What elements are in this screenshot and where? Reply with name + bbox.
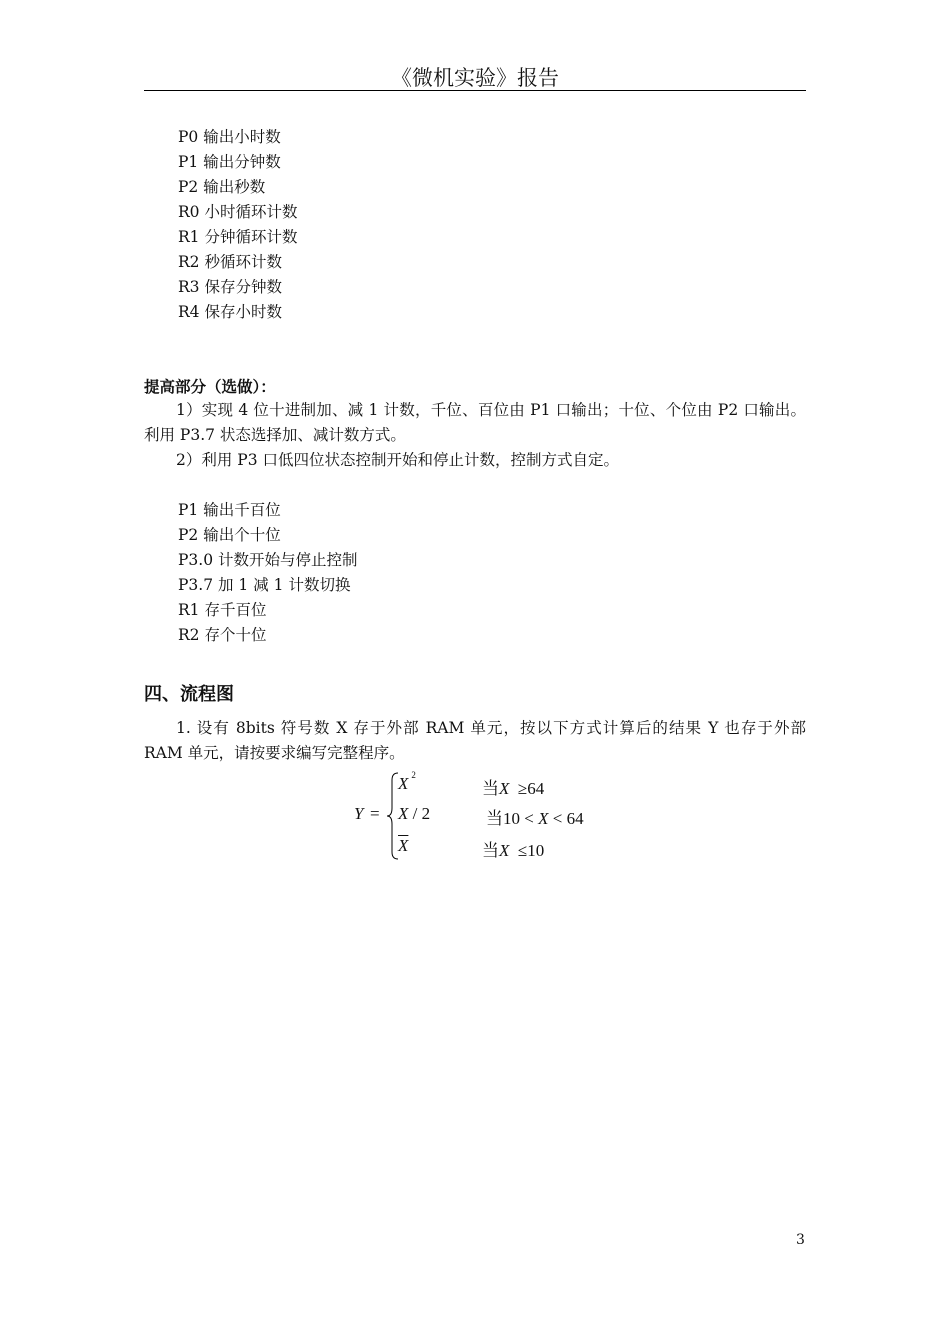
list-item: P3.7 加 1 减 1 计数切换 [178,576,351,594]
header-rule [144,90,806,91]
section-paragraph: 1. 设有 8bits 符号数 X 存于外部 RAM 单元，按以下方式计算后的结果 Y 也存于外部 RAM 单元，请按要求编写完整程序。 [144,719,806,762]
case3-expr: $\overline{X}$ [398,836,409,855]
page-number: 3 [796,1232,805,1248]
case1-cond: 当X ≥64 [482,779,545,798]
case1-expr: X $^2$ [398,770,416,793]
case2-cond: 当10 < X < 64 [486,809,584,828]
list-item: R2 秒循环计数 [178,253,282,271]
section-heading: 四、流程图 [144,684,234,705]
list-item: P2 输出个十位 [178,526,281,544]
formula-equals: = [370,804,380,823]
list-item: P3.0 计数开始与停止控制 [178,551,358,569]
list-item: R4 保存小时数 [178,303,282,321]
list-item: P1 输出分钟数 [178,153,281,171]
advanced-item-2: 2）利用 P3 口低四位状态控制开始和停止计数，控制方式自定。 [176,451,620,469]
list-item: R0 小时循环计数 [178,203,298,221]
case2-expr: X / 2 [398,804,431,823]
list-item: P0 输出小时数 [178,128,281,146]
list-item: R3 保存分钟数 [178,278,282,296]
list-item: R1 分钟循环计数 [178,228,298,246]
list-item: R1 存千百位 [178,601,267,619]
page-header-title: 《微机实验》报告 [391,66,559,90]
advanced-heading: 提高部分（选做）： [144,377,276,396]
advanced-item-1: 1）实现 4 位十进制加、减 1 计数，千位、百位由 P1 口输出；十位、个位由 P2 口输出。利用 P3.7 状态选择加、减计数方式。 [144,401,806,444]
list-item: P2 输出秒数 [178,178,266,196]
formula-lhs: Y [354,804,364,823]
list-item: P1 输出千百位 [178,501,281,519]
list-item: R2 存个十位 [178,626,267,644]
case3-cond: 当X ≤10 [482,841,545,860]
piecewise-formula [350,768,620,864]
